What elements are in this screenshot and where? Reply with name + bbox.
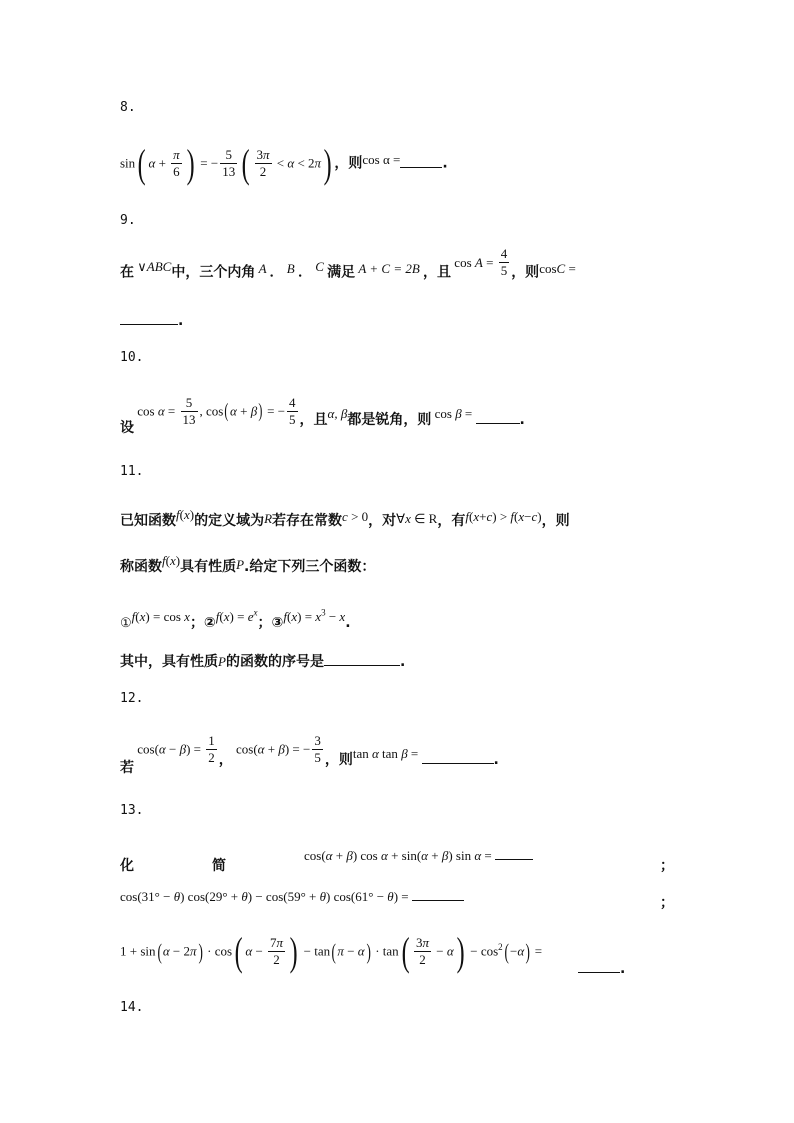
q12-text-ze: ，则 bbox=[324, 751, 353, 768]
q10-text-she: 设 bbox=[120, 419, 134, 436]
question-11-line-2: 称函数f(x)具有性质P.给定下列三个函数： bbox=[120, 553, 376, 575]
question-13-answer-line bbox=[578, 958, 625, 977]
question-number-8: 8. bbox=[120, 100, 136, 115]
q9-text-qie: ，且 bbox=[423, 264, 452, 281]
q11-text-5: ，有 bbox=[437, 513, 466, 529]
q8-end: . bbox=[442, 155, 448, 172]
q9-end: . bbox=[178, 313, 184, 329]
question-8-body: sin( α + $\frac{\pi}{6}$ ) = − $\frac{5}{13}$ ( $\frac{3\pi}{2}$ < α < 2π) ，则cos α = . bbox=[120, 141, 448, 186]
q10-text-qie: ，且 bbox=[299, 411, 328, 428]
question-number-11: 11. bbox=[120, 464, 144, 479]
q11-text-10: 其中，具有性质 bbox=[120, 654, 218, 670]
q10-text-dou: 都是锐角，则 bbox=[347, 411, 432, 428]
question-10-body: 设 cos α = $\frac{5}{13}$ , cos(α + β) = − $\frac{4}{5}$ ，且α, β都是锐角，则 cos β = . bbox=[120, 395, 525, 436]
answer-blank-8[interactable] bbox=[400, 153, 442, 168]
answer-blank-12[interactable] bbox=[422, 749, 494, 764]
question-number-14: 14. bbox=[120, 1000, 144, 1015]
q12-text-ruo: 若 bbox=[120, 759, 134, 776]
q11-text-11: 的函数的序号是 bbox=[225, 654, 324, 670]
q11-end: . bbox=[399, 654, 406, 670]
q11-text-6: ，则 bbox=[541, 513, 570, 529]
question-number-12: 12. bbox=[120, 691, 144, 706]
q12-text-comma: ， bbox=[218, 751, 233, 768]
q13-semicolon-1: ； bbox=[660, 858, 674, 874]
question-11-line-1: 已知函数f(x)的定义域为R若存在常数c > 0，对∀x ∈ R，有f(x+c) > f(x−c)，则 bbox=[120, 507, 570, 529]
q11-text-9: 给定下列三个函数： bbox=[249, 559, 376, 575]
q9-text-zhong: 中，三个内角 bbox=[171, 264, 256, 281]
question-number-9: 9. bbox=[120, 213, 136, 228]
question-11-line-3: ①f(x) = cos x；②f(x) = $e^x$；③f(x) = $x^3 - x$. bbox=[120, 607, 351, 631]
q13-semicolon-2: ； bbox=[660, 895, 674, 911]
answer-blank-10[interactable] bbox=[476, 409, 520, 424]
question-9-body: 在 ∨ABC中，三个内角 A ． B ． C 满足 A + C = 2B ，且 cos A = $\frac{4}{5}$ ，则cosC = bbox=[120, 246, 576, 281]
question-number-13: 13. bbox=[120, 803, 144, 818]
q8-cos-expr: cos α = bbox=[362, 151, 401, 167]
q8-then-text: ，则 bbox=[334, 155, 363, 172]
q11-choice-3-mark: ；③ bbox=[257, 615, 284, 631]
question-9-answer-line bbox=[120, 310, 183, 329]
q9-text-ze: ，则 bbox=[511, 264, 540, 281]
q11-text-7: 称函数 bbox=[120, 559, 162, 575]
q13-end: . bbox=[620, 961, 626, 977]
q13-text-jian: 简 bbox=[212, 858, 226, 874]
question-12-body: 若 cos(α − β) = $\frac{1}{2}$ ， cos(α + β) = − $\frac{3}{5}$ ，则tan α tan β = . bbox=[120, 733, 499, 776]
answer-blank-13b[interactable] bbox=[412, 886, 464, 901]
q12-end: . bbox=[493, 751, 499, 768]
answer-blank-11[interactable] bbox=[324, 651, 400, 666]
question-13-line-3: 1 + sin(α − 2π) · cos( α − $\frac{7\pi}{2}$ ) − tan(π − α) · tan( $\frac{3\pi}{2}$ − $\alpha) - \cos^2(-\alpha)$ = bbox=[120, 929, 543, 974]
q11-choice-1-mark: ① bbox=[120, 615, 132, 630]
q13-text-hua: 化 bbox=[120, 858, 134, 874]
page: 8. sin( α + $\frac{\pi}{6}$ ) = − $\frac{5}{13}$ ( $\frac{3\pi}{2}$ < α < 2π) ，则cos α = . 9. 在 ∨ABC中，三个内角 A ． B ． C 满足 A + C = 2B ，且 cos A = $\frac{4}{5}$ ，则cosC = . 10. 设 cos α = $\frac{5}{13}$ , cos(α + β) = − $\frac{4}{5}$ ，且α, β都是锐角，则 cos β = . 11. 已知函数f(x)的定义域为R若存在常数c > 0，对∀x ∈ R，有f(x+c) > f(x−c)，则 称函数f(x)具有性质P.给定下列三个函数： ①f(x) = cos x；②f(x) = $e^x$；③f(x) = $x^3 - x$. 其中，具有性质P的函数的序号是 . 12. 若 cos(α − β) = $\frac{1}{2}$ ， cos(α + β) = − $\frac{3}{5}$ ，则tan α tan β = . 13. 化 简 cos(α + β) cos α + sin(α + β) sin α = ； cos(31° − θ) cos(29° + θ) − cos(59° + θ) cos(61° − θ) = ； 1 + sin(α − 2π) · cos( α − $\frac{7\pi}{2}$ ) − tan(π − α) · tan( $\frac{3\pi}{2}$ − $\alpha) - \cos^2(-\alpha)$ = . 14. bbox=[120, 100, 674, 1015]
q11-text-4: ，对 bbox=[368, 513, 397, 529]
q11-text-8: 具有性质 bbox=[180, 559, 237, 575]
question-number-10: 10. bbox=[120, 350, 144, 365]
q11-choice-2-mark: ；② bbox=[189, 615, 216, 631]
q11-text-3: 若存在常数 bbox=[272, 513, 343, 529]
answer-blank-13a[interactable] bbox=[495, 845, 533, 860]
question-11-line-4: 其中，具有性质P的函数的序号是 . bbox=[120, 651, 405, 671]
q10-end: . bbox=[519, 411, 525, 428]
q9-text-man: 满足 bbox=[327, 264, 356, 281]
answer-blank-9[interactable] bbox=[120, 310, 178, 325]
q11-text-2: 的定义域为 bbox=[194, 513, 265, 529]
answer-blank-13c[interactable] bbox=[578, 958, 620, 973]
q9-text-zai: 在 bbox=[120, 264, 134, 281]
question-13-line-2: cos(31° − θ) cos(29° + θ) − cos(59° + θ) cos(61° − θ) = ； bbox=[120, 886, 672, 905]
q11-text-1: 已知函数 bbox=[120, 513, 176, 529]
